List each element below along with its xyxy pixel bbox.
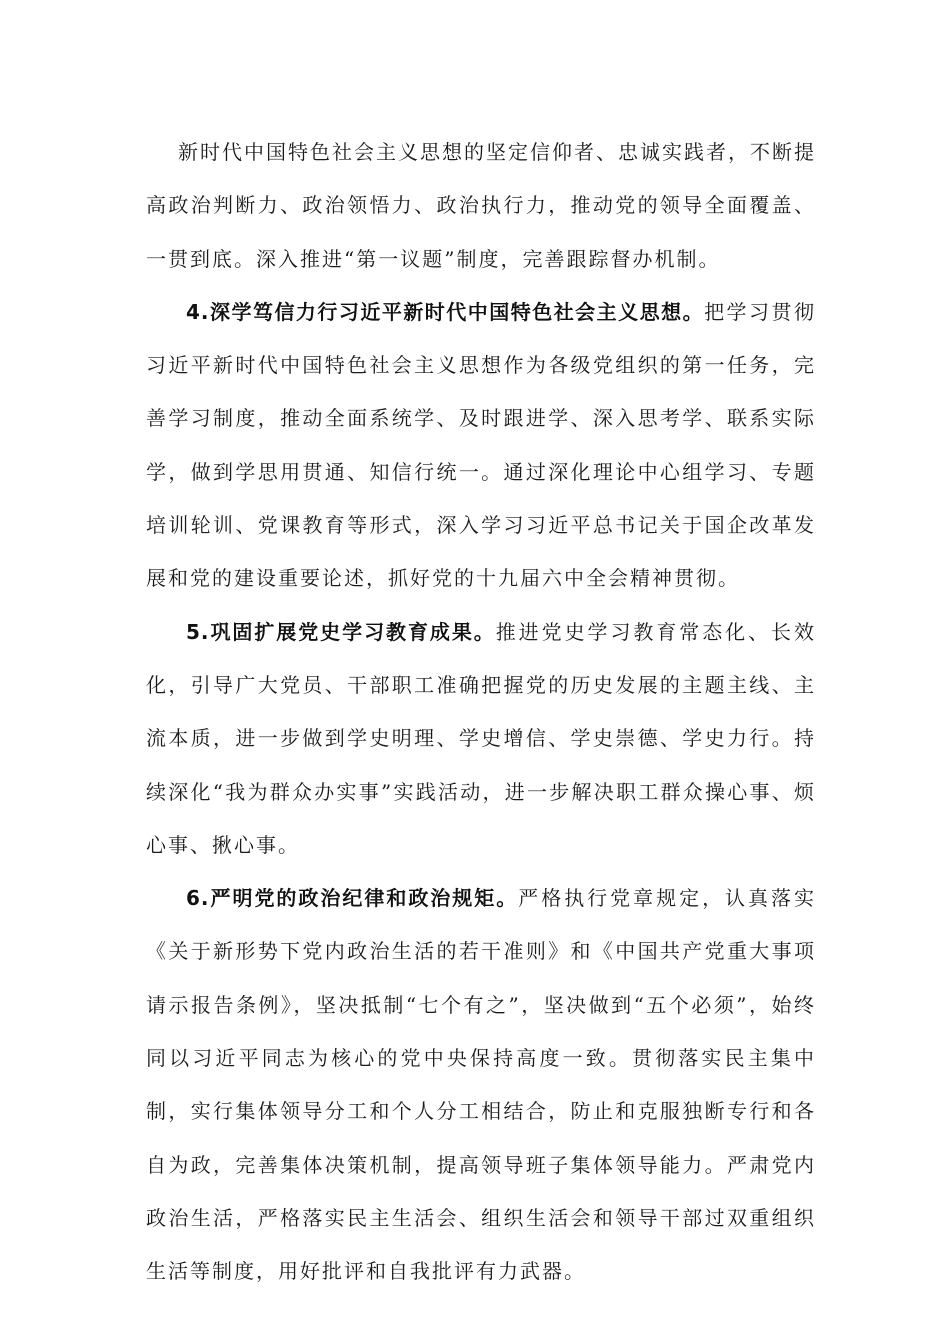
paragraph-text: 严格执行党章规定，认真落实《关于新形势下党内政治生活的若干准则》和《中国共产党重大事项请示报告条例》，坚决抵制“七个有之”，坚决做到“五个必须”，始终同以习近平同志为核心的党中央保持高度一致。贯彻落实民主集中制，实行集体领导分工和个人分工相结合，防止和克服独断专行和各自为政，完善集体决策机制，提高领导班子集体领导能力。严肃党内政治生活，严格落实民主生活会、组织生活会和领导干部过双重组织生活等制度，用好批评和自我批评有力武器。 (146, 886, 817, 1284)
paragraph-item-5 (146, 606, 816, 872)
paragraph-text: 新时代中国特色社会主义思想的坚定信仰者、忠诚实践者，不断提高政治判断力、政治领悟力、政治执行力，推动党的领导全面覆盖、一贯到底。深入推进“第一议题”制度，完善跟踪督办机制。 (146, 140, 816, 271)
paragraph-item-6 (146, 872, 816, 1298)
paragraph-heading: 6.严明党的政治纪律和政治规矩。 (186, 886, 519, 911)
paragraph-heading: 5.巩固扩展党史学习教育成果。 (186, 619, 496, 644)
paragraph-continuation (146, 126, 816, 286)
paragraph-text: 推进党史学习教育常态化、长效化，引导广大党员、干部职工准确把握党的历史发展的主题主线、主流本质，进一步做到学史明理、学史增信、学史崇德、学史力行。持续深化“我为群众办实事”实践活动，进一步解决职工群众操心事、烦心事、揪心事。 (146, 619, 817, 857)
document-body (146, 126, 816, 1299)
paragraph-text: 把学习贯彻习近平新时代中国特色社会主义思想作为各级党组织的第一任务，完善学习制度，推动全面系统学、及时跟进学、深入思考学、联系实际学，做到学思用贯通、知信行统一。通过深化理论中心组学习、专题培训轮训、党课教育等形式，深入学习习近平总书记关于国企改革发展和党的建设重要论述，抓好党的十九届六中全会精神贯彻。 (146, 299, 817, 591)
paragraph-item-4 (146, 286, 816, 606)
paragraph-heading: 4.深学笃信力行习近平新时代中国特色社会主义思想。 (186, 299, 705, 324)
